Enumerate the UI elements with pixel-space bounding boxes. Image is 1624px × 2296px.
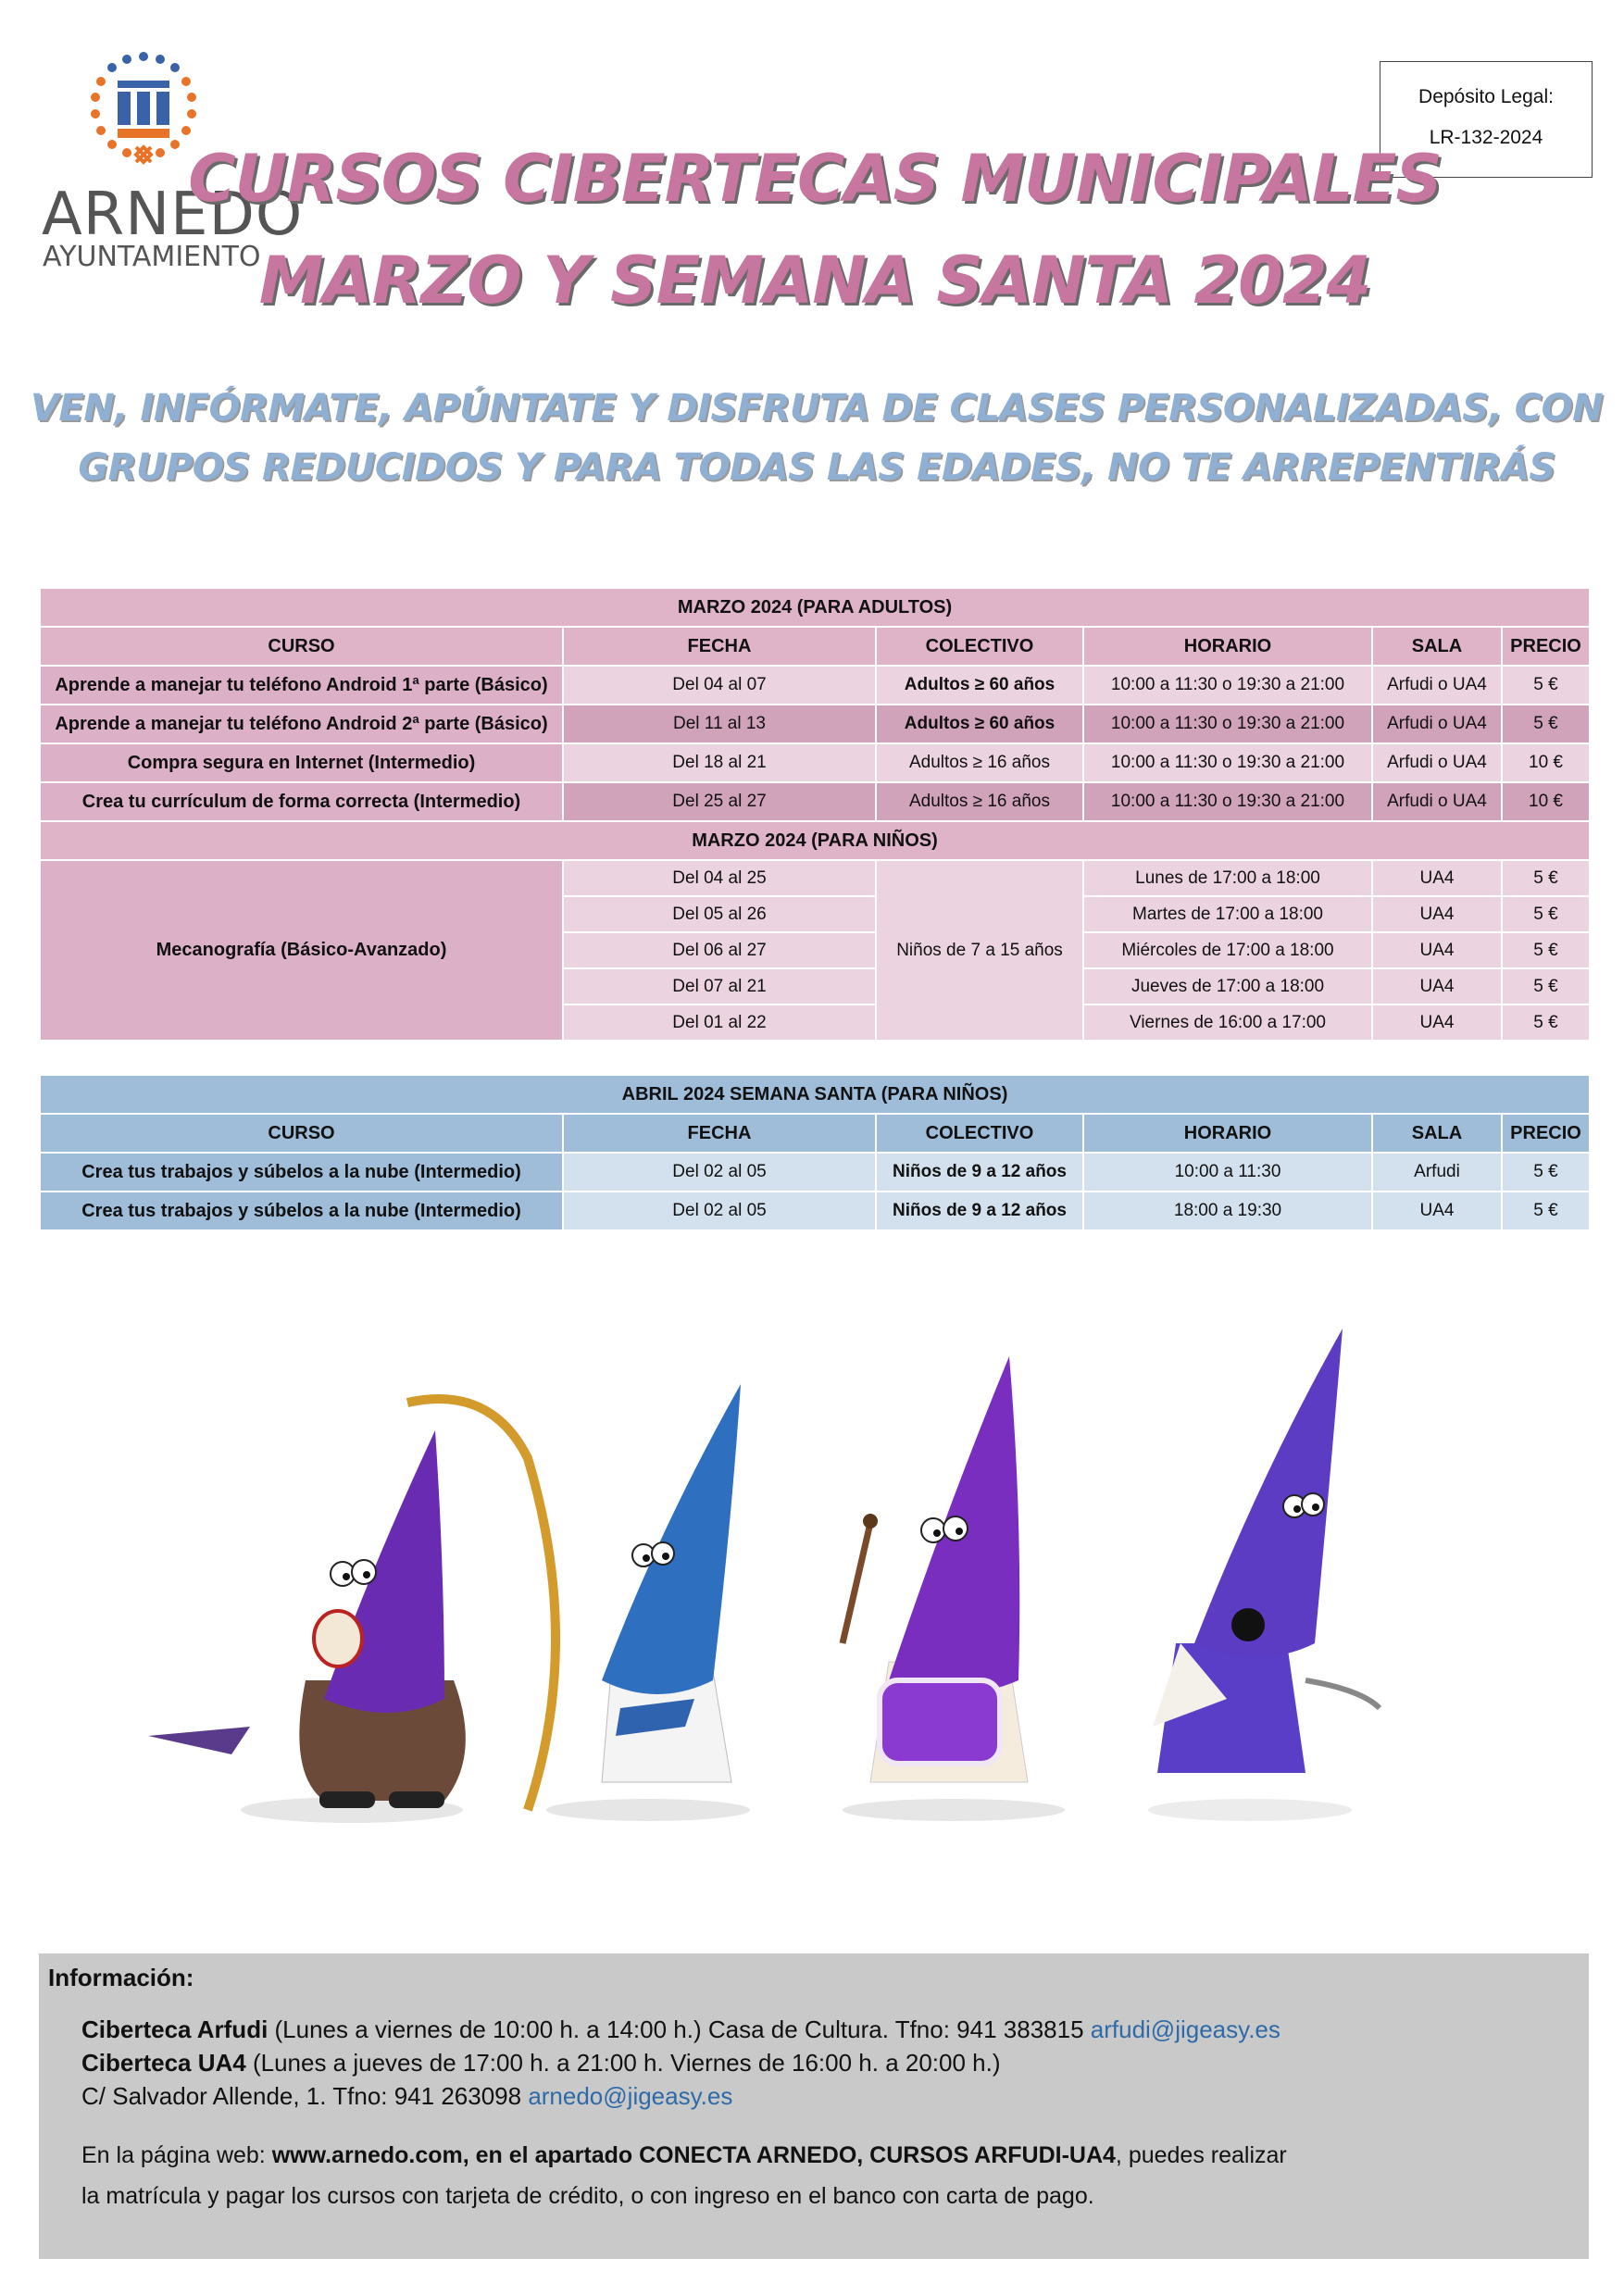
cell-horario: 10:00 a 11:30 o 19:30 a 21:00 — [1083, 782, 1372, 821]
cell-sala: UA4 — [1372, 1192, 1502, 1230]
cell-colectivo: Niños de 9 a 12 años — [876, 1153, 1083, 1192]
cell-precio: 5 € — [1502, 968, 1590, 1004]
march-courses-table — [39, 587, 1591, 1042]
cell-precio: 5 € — [1502, 860, 1590, 896]
col-fecha: FECHA — [563, 627, 876, 666]
cell-curso: Mecanografía (Básico-Avanzado) — [40, 860, 563, 1041]
cell-curso: Crea tu currículum de forma correcta (Intermedio) — [40, 782, 563, 821]
cell-fecha: Del 02 al 05 — [563, 1192, 876, 1230]
col-sala: SALA — [1372, 1114, 1502, 1153]
info-web-line-2: la matrícula y pagar los cursos con tarjeta de crédito, o con ingreso en el banco con carta de pago. — [81, 2183, 1094, 2209]
cell-horario: 10:00 a 11:30 — [1083, 1153, 1372, 1192]
cell-curso: Crea tus trabajos y súbelos a la nube (Intermedio) — [40, 1153, 563, 1192]
cell-precio: 5 € — [1502, 932, 1590, 968]
cell-precio: 10 € — [1502, 743, 1590, 782]
web-pre: En la página web: — [81, 2142, 272, 2168]
legal-number: LR-132-2024 — [1429, 127, 1543, 148]
nazareno-drummer-figure — [843, 1356, 1065, 1821]
section-heading-row — [40, 1075, 1590, 1114]
cell-sala: UA4 — [1372, 1004, 1502, 1041]
cell-fecha: Del 05 al 26 — [563, 896, 876, 932]
cell-precio: 5 € — [1502, 896, 1590, 932]
cell-precio: 5 € — [1502, 666, 1590, 705]
cell-sala: Arfudi o UA4 — [1372, 705, 1502, 743]
logo-name: ARNEDO — [42, 181, 304, 249]
info-address-line — [81, 2079, 732, 2113]
cell-precio: 5 € — [1502, 1153, 1590, 1192]
table-row — [40, 743, 1590, 782]
arfudi-details: (Lunes a viernes de 10:00 h. a 14:00 h.) Casa de Cultura. Tfno: 941 383815 — [268, 2015, 1091, 2043]
web-post: , puedes realizar — [1115, 2142, 1287, 2168]
section-heading-row — [40, 588, 1590, 627]
info-web-line — [81, 2139, 1287, 2172]
cell-horario: Viernes de 16:00 a 17:00 — [1083, 1004, 1372, 1041]
subtitle-line-2: GRUPOS REDUCIDOS Y PARA TODAS LAS EDADES, NO TE ARREPENTIRÁS — [78, 446, 1555, 489]
cell-fecha: Del 04 al 25 — [563, 860, 876, 896]
cell-horario: 10:00 a 11:30 o 19:30 a 21:00 — [1083, 666, 1372, 705]
cell-fecha: Del 01 al 22 — [563, 1004, 876, 1041]
cell-fecha: Del 04 al 07 — [563, 666, 876, 705]
kids-heading: MARZO 2024 (PARA NIÑOS) — [40, 821, 1590, 860]
table-row — [40, 860, 1590, 896]
info-ua4-line — [81, 2046, 1001, 2079]
cell-colectivo: Adultos ≥ 16 años — [876, 743, 1083, 782]
info-heading: Información: — [48, 1964, 194, 1991]
cell-horario: Miércoles de 17:00 a 18:00 — [1083, 932, 1372, 968]
cell-sala: UA4 — [1372, 860, 1502, 896]
arfudi-email-link[interactable]: arfudi@jigeasy.es — [1090, 2015, 1280, 2043]
col-horario: HORARIO — [1083, 1114, 1372, 1153]
cell-colectivo: Adultos ≥ 60 años — [876, 705, 1083, 743]
cell-precio: 5 € — [1502, 1004, 1590, 1041]
cell-sala: Arfudi o UA4 — [1372, 666, 1502, 705]
arnedo-email-link[interactable]: arnedo@jigeasy.es — [528, 2082, 733, 2110]
subtitle-line-1: VEN, INFÓRMATE, APÚNTATE Y DISFRUTA DE CLASES PERSONALIZADAS, CON — [30, 387, 1604, 430]
cell-precio: 10 € — [1502, 782, 1590, 821]
cell-sala: Arfudi — [1372, 1153, 1502, 1192]
col-curso: CURSO — [40, 1114, 563, 1153]
cell-fecha: Del 25 al 27 — [563, 782, 876, 821]
legal-label: Depósito Legal: — [1418, 86, 1554, 107]
cell-colectivo: Adultos ≥ 60 años — [876, 666, 1083, 705]
cell-fecha: Del 07 al 21 — [563, 968, 876, 1004]
page-title-line-1: CURSOS CIBERTECAS MUNICIPALES — [188, 141, 1442, 217]
col-fecha: FECHA — [563, 1114, 876, 1153]
cell-horario: 10:00 a 11:30 o 19:30 a 21:00 — [1083, 743, 1372, 782]
cell-colectivo: Niños de 7 a 15 años — [876, 860, 1083, 1041]
information-box — [39, 1953, 1589, 2259]
cell-colectivo: Adultos ≥ 16 años — [876, 782, 1083, 821]
section-heading-row — [40, 821, 1590, 860]
easter-courses-table — [39, 1074, 1591, 1231]
address-text: C/ Salvador Allende, 1. Tfno: 941 263098 — [81, 2082, 529, 2110]
cell-sala: UA4 — [1372, 968, 1502, 1004]
adults-heading: MARZO 2024 (PARA ADULTOS) — [40, 588, 1590, 627]
cell-curso: Compra segura en Internet (Intermedio) — [40, 743, 563, 782]
ua4-details: (Lunes a jueves de 17:00 h. a 21:00 h. Viernes de 16:00 h. a 20:00 h.) — [245, 2049, 1001, 2077]
cell-sala: Arfudi o UA4 — [1372, 782, 1502, 821]
col-sala: SALA — [1372, 627, 1502, 666]
cell-curso: Crea tus trabajos y súbelos a la nube (Intermedio) — [40, 1192, 563, 1230]
column-header-row — [40, 1114, 1590, 1153]
nazareno-white-cape-figure — [1148, 1329, 1380, 1821]
cell-fecha: Del 18 al 21 — [563, 743, 876, 782]
ua4-name: Ciberteca UA4 — [81, 2049, 246, 2077]
cell-fecha: Del 02 al 05 — [563, 1153, 876, 1192]
cell-sala: UA4 — [1372, 932, 1502, 968]
cell-precio: 5 € — [1502, 1192, 1590, 1230]
cell-sala: UA4 — [1372, 896, 1502, 932]
cell-colectivo: Niños de 9 a 12 años — [876, 1192, 1083, 1230]
nazarenos-illustration — [139, 1292, 1491, 1847]
logo-subtitle: AYUNTAMIENTO — [43, 241, 261, 273]
table-row — [40, 782, 1590, 821]
col-precio: PRECIO — [1502, 627, 1590, 666]
col-colectivo: COLECTIVO — [876, 627, 1083, 666]
cell-fecha: Del 06 al 27 — [563, 932, 876, 968]
col-colectivo: COLECTIVO — [876, 1114, 1083, 1153]
col-precio: PRECIO — [1502, 1114, 1590, 1153]
easter-heading: ABRIL 2024 SEMANA SANTA (PARA NIÑOS) — [40, 1075, 1590, 1114]
table-row — [40, 666, 1590, 705]
page-title-line-2: MARZO Y SEMANA SANTA 2024 — [258, 243, 1371, 318]
table-row — [40, 1192, 1590, 1230]
col-curso: CURSO — [40, 627, 563, 666]
col-horario: HORARIO — [1083, 627, 1372, 666]
cell-horario: 10:00 a 11:30 o 19:30 a 21:00 — [1083, 705, 1372, 743]
cell-horario: 18:00 a 19:30 — [1083, 1192, 1372, 1230]
cell-curso: Aprende a manejar tu teléfono Android 1ª parte (Básico) — [40, 666, 563, 705]
arfudi-name: Ciberteca Arfudi — [81, 2015, 269, 2043]
cell-curso: Aprende a manejar tu teléfono Android 2ª parte (Básico) — [40, 705, 563, 743]
cell-sala: Arfudi o UA4 — [1372, 743, 1502, 782]
table-row — [40, 1153, 1590, 1192]
column-header-row — [40, 627, 1590, 666]
nazareno-purple-brown-figure — [148, 1430, 466, 1823]
cell-fecha: Del 11 al 13 — [563, 705, 876, 743]
cell-precio: 5 € — [1502, 705, 1590, 743]
cell-horario: Jueves de 17:00 a 18:00 — [1083, 968, 1372, 1004]
cell-horario: Martes de 17:00 a 18:00 — [1083, 896, 1372, 932]
table-row — [40, 705, 1590, 743]
info-arfudi-line — [81, 2013, 1280, 2046]
web-link-text[interactable]: www.arnedo.com, en el apartado CONECTA ARNEDO, CURSOS ARFUDI-UA4 — [271, 2142, 1116, 2168]
cell-horario: Lunes de 17:00 a 18:00 — [1083, 860, 1372, 896]
